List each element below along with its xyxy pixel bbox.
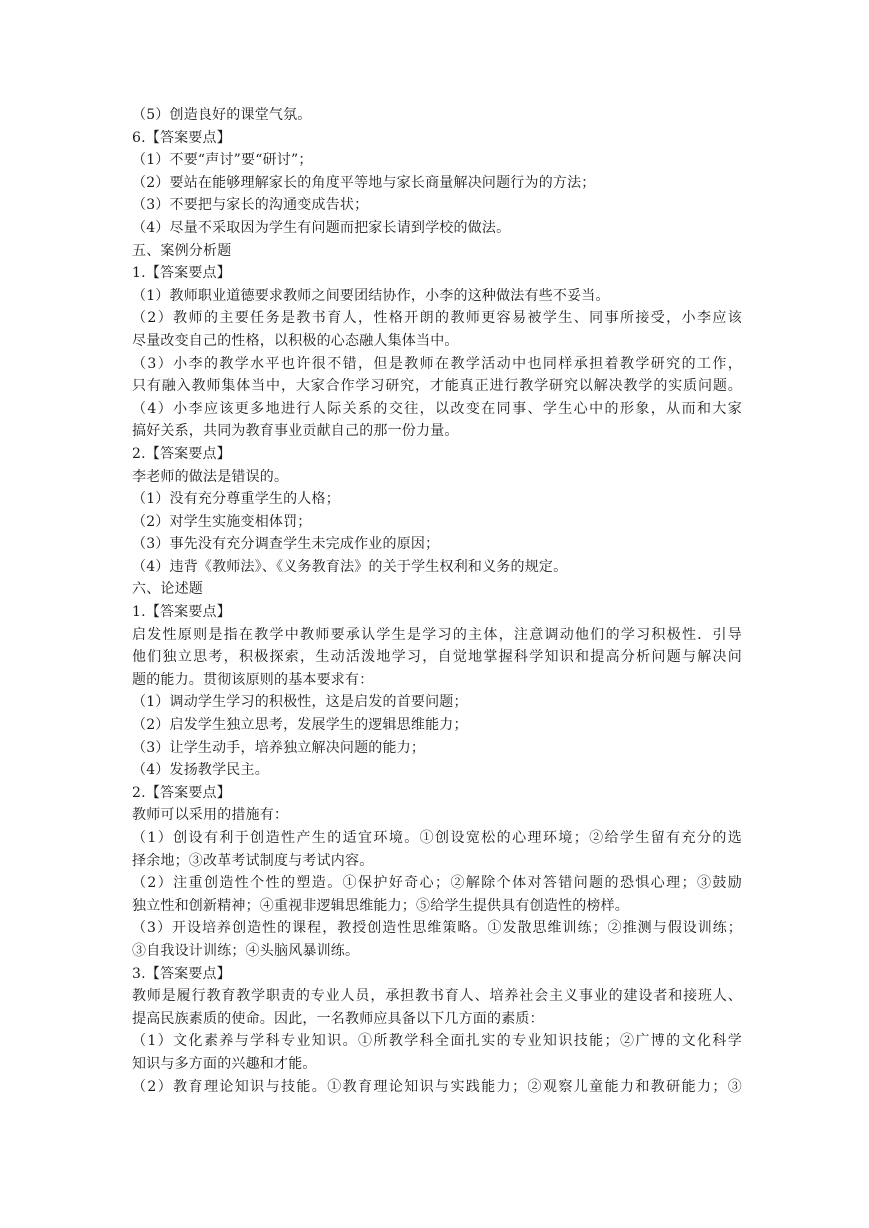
text-line: （2）启发学生独立思考，发展学生的逻辑思维能力； [132,717,468,734]
text-line: （1）教师职业道德要求教师之间要团结协作，小李的这种做法有些不妥当。 [132,287,610,304]
text-line: （1）没有充分尊重学生的人格； [132,491,340,508]
text-line: （2）要站在能够理解家长的角度平等地与家长商量解决问题行为的方法； [132,174,596,191]
section-heading: 五、案例分析题 [132,242,232,259]
text-line: 启发性原则是指在教学中教师要承认学生是学习的主体，注意调动他们的学习积极性．引导 [132,626,742,643]
answer-heading: 6.【答案要点】 [132,129,231,146]
text-line: （1）调动学生学习的积极性，这是启发的首要问题； [132,694,468,711]
answer-heading: 2.【答案要点】 [132,445,231,462]
text-line: （2）注重创造性个性的塑造。①保护好奇心；②解除个体对答错问题的恐惧心理；③鼓励 [132,875,742,892]
answer-heading: 1.【答案要点】 [132,265,231,282]
section-heading: 六、论述题 [132,581,203,598]
text-line: 独立性和创新精神；④重视非逻辑思维能力；⑤给学生提供具有创造性的榜样。 [132,897,629,914]
text-line: （2）教育理论知识与技能。①教育理论知识与实践能力；②观察儿童能力和教研能力；③ [132,1078,742,1095]
text-line: 教师可以采用的措施有： [132,807,289,824]
text-line: 知识与多方面的兴趣和才能。 [132,1055,317,1072]
text-line: 题的能力。贯彻该原则的基本要求有： [132,671,374,688]
text-line: 尽量改变自己的性格，以积极的心态融人集体当中。 [132,332,459,349]
text-line: （3）让学生动手，培养独立解决问题的能力； [132,739,426,756]
text-line: （3）不要把与家长的沟通变成告状； [132,197,369,214]
text-line: 他们独立思考，积极探索，生动活泼地学习，自觉地掌握科学知识和提高分析问题与解决问 [132,649,742,666]
text-line: 择余地；③改革考试制度与考试内容。 [132,852,374,869]
text-line: （3）事先没有充分调查学生未完成作业的原因； [132,536,440,553]
text-line: （5）创造良好的课堂气氛。 [132,107,312,123]
text-line: （3）小李的教学水平也许很不错，但是教师在教学活动中也同样承担着教学研究的工作， [132,355,742,372]
text-line: （4）发扬教学民主。 [132,762,269,779]
text-line: （2）教师的主要任务是教书育人，性格开朗的教师更容易被学生、同事所接受，小李应该 [132,310,742,327]
answer-heading: 1.【答案要点】 [132,604,231,621]
text-line: ③自我设计训练；④头脑风暴训练。 [132,942,360,959]
text-line: （4）违背《教师法》、《义务教育法》的关于学生权利和义务的规定。 [132,558,568,575]
answer-heading: 2.【答案要点】 [132,784,231,801]
text-line: （4）尽量不采取因为学生有问题而把家长请到学校的做法。 [132,219,511,236]
text-line: 提高民族素质的使命。因此，一名教师应具备以下几方面的素质： [132,1010,544,1027]
document-page [132,104,742,1098]
text-line: （1）不要“声讨”要“研讨”； [132,152,313,169]
text-line: 搞好关系，共同为教育事业贡献自己的那一份力量。 [132,423,459,440]
text-line: 教师是履行教育教学职责的专业人员，承担教书育人、培养社会主义事业的建设者和接班人、 [132,988,742,1005]
text-line: （1）创设有利于创造性产生的适宜环境。①创设宽松的心理环境；②给学生留有充分的选 [132,830,742,846]
text-line: 只有融入教师集体当中，大家合作学习研究，才能真正进行教学研究以解决教学的实质问题。 [132,378,742,395]
text-line: （3）开设培养创造性的课程，教授创造性思维策略。①发散思维训练；②推测与假设训练； [132,920,742,937]
text-line: 李老师的做法是错误的。 [132,468,289,485]
text-line: （4）小李应该更多地进行人际关系的交往，以改变在同事、学生心中的形象，从而和大家 [132,400,742,417]
answer-heading: 3.【答案要点】 [132,965,231,982]
text-line: （1）文化素养与学科专业知识。①所教学科全面扎实的专业知识技能；②广博的文化科学 [132,1033,742,1050]
text-line: （2）对学生实施变相体罚； [132,513,312,530]
